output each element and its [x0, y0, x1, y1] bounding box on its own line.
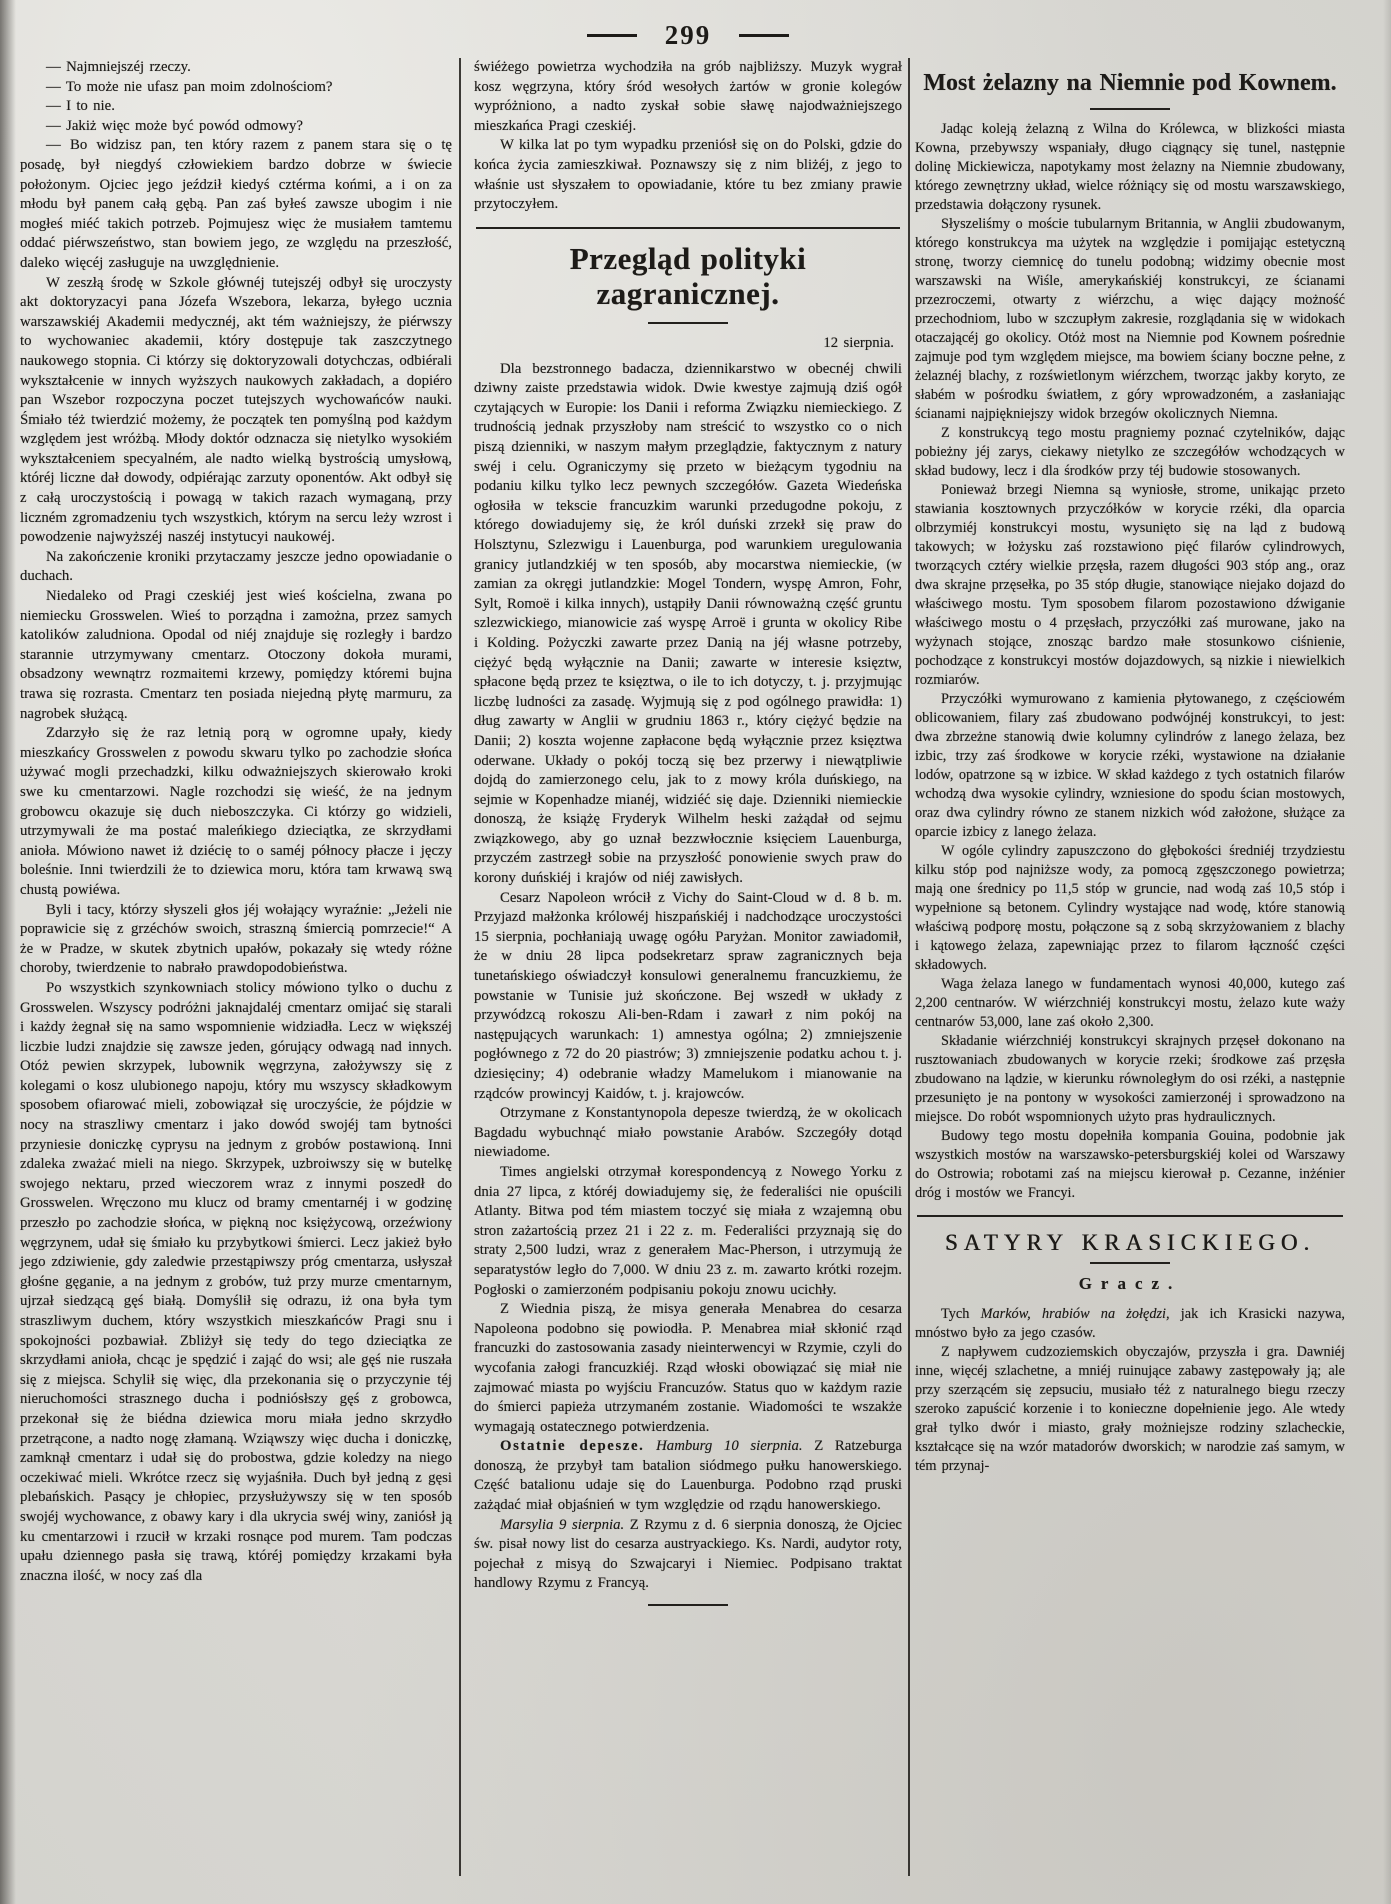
- paragraph: [915, 1305, 1345, 1343]
- paragraph: Dla bezstronnego badacza, dziennikarstwo w obecnéj chwili dziwny zaiste przedstawia widok. Dwie kwestye zajmują dziś ogół czytających w Europie: los Danii i reforma Związku niemieckiego. Z trudnością jednak przyszłoby nam streścić to wszystko co o nich piszą dzienniki, w naszym małym przeglądzie, faktycznym z natury swéj i celu. Ograniczymy się przeto w bieżącym tygodniu na podaniu kilku tylko lecz pewnych szczegółów. Gazeta Wiedeńska ogłosiła w tekscie francuzkim warunki przedugodne pokoju, z którego dowiadujemy się, że król duński zrzekł się praw do Holsztynu, Szlezwigu i Lauenburga, pod warunkiem uregulowania granicy jutlandzkiéj w ten sposób, aby mocarstwa niemieckie, (w zamian za okręgi jutlandzkie: Mogel Tondern, wyspę Amron, Fohr, Sylt, Romoë i kilka innych), ustąpiły Danii równoważną część gruntu szlezwickiego, mianowicie zaś wyspę Arroë i grunta w okolicy Ribe i Kolding. Pożyczki zawarte przez Danią na jéj własne potrzeby, ciężyć będą wyłącznie na Danii; zawarte w interesie księztw, spłacone będą przez te księztwa, o ile to ich dotyczy, t. j. przyjmując liczbę ludności za zasadę. Wyjmują się z pod ogólnego prawidła: 1) dług zawarty w Anglii w grudniu 1863 r., który ciężyć będzie na Danii; 2) koszta wojenne zapłacone będą wyłącznie przez księztwa oderwane. Układy o pokój toczą się bez przerwy i niewątpliwie dojdą do zamierzonego celu, jak to z mowy króla duńskiego, na sejmie w Kopenhadze mianéj, widziéć się daje. Dzienniki niemieckie donoszą, że książę Fryderyk Wilhelm heski zażądał od sejmu związkowego, aby go uznał bezzwłocznie księciem Lauenburga, przyczém zastrzegł sobie na przyszłość ponowienie swych praw do korony duńskiéj i krajów od niéj zawisłych.: [474, 360, 902, 887]
- paragraph: Niedaleko od Pragi czeskiéj jest wieś kościelna, zwana po niemiecku Grosswelen. Wieś to porządna i zamożna, przez samych katolików zaludniona. Opodal od niéj znajduje się rozległy i bardzo starannie utrzymywany cmentarz. Otoczony dokoła murami, obsadzony wewnątrz rozmaitemi krzewy, pomiędzy któremi bujna trawa się rozrasta. Cmentarz ten posiada niejedną płytę marmuru, za nagrobek służącą.: [20, 588, 452, 722]
- page-number: 299: [664, 20, 712, 50]
- dialogue-line: — Jakiż więc może być powód odmowy?: [46, 117, 303, 134]
- end-of-section-rule: [648, 1604, 728, 1606]
- column-left: [20, 58, 452, 1586]
- text-run-italic: Marków, hrabiów na żołędzi,: [980, 1305, 1170, 1322]
- paragraph: Times angielski otrzymał korespondencyą z Nowego Yorku z dnia 27 lipca, z któréj dowiadujemy się, że federaliści nie opuścili Atlanty. Bitwa pod tém miastem toczyć się miała z wzajemną obu stron zażartością przez 21 i 22 z. m. Federaliści przyznają się do straty 2,500 ludzi, wraz z generałem Mac-Pherson, i utrzymują że separatystów legło do 7,000. W dniu 23 z. m. zawarto krótki rozejm. Pogłoski o zamierzoném podpisaniu pokoju znowu ucichły.: [474, 1163, 902, 1298]
- paragraph: Na zakończenie kroniki przytaczamy jeszcze jedno opowiadanie o duchach.: [20, 548, 452, 585]
- paragraph-last-dispatches: [474, 1437, 902, 1515]
- paragraph: Zdarzyło się że raz letnią porą w ogromne upały, kiedy mieszkańcy Grosswelen z powodu skwaru tylko po zachodzie słońca używać mogli przechadzki, kilku odważniejszych skierowało kroki swe ku cmentarzowi. Nagle rozchodzi się wieść, że na jednym grobowcu okazuje się duch nieboszczyka. Ci którzy go widzieli, utrzymywali że ma postać maleńkiego dzieciątka, ze skrzydłami anioła. Mówiono nawet iż dziécię to o saméj północy płacze i jęczy boleśnie. Inni twierdzili że to dziewica moru, która tam krwawą swą chustą powiéwa.: [20, 725, 452, 898]
- heading-rule: [1090, 1262, 1170, 1264]
- paragraph: Przyczółki wymurowano z kamienia płytowanego, z częściowém oblicowaniem, filary zaś zbudowano podwójnéj konstrukcyi, to jest: dwa zbrzeżne stanowią dwie kolumny cylindrów z lanego żelaza, bez izbic, trzy zaś środkowe w korycie rzéki, wystawione na działanie lodów, opatrzone są w izbice. W skład każdego z tych ostatnich filarów wchodzą dwa wysokie cylindry, wzniesione do spodu ścian mostowych, oraz dwa cylindry równo ze stanem nizkich wód założone, służące za oparcie izbicy z lanego żelaza.: [915, 690, 1345, 840]
- paragraph: Po wszystkich szynkowniach stolicy mówiono tylko o duchu z Grosswelen. Wszyscy podróżni jaknajdaléj cmentarz omijać się starali i każdy żegnał się na samo wspomnienie widziadła. Lecz w większéj liczbie ludzi znajdzie się zawsze jeden, górujący odwagą nad innych. Otóż pewien skrzypek, lubownik węgrzyna, założywszy się z kolegami o kosz ulubionego napoju, który mu wszyscy składkowym sposobem ofiarować mieli, zobowiązał się uroczyście, że pójdzie w nocy na straszliwy cmentarz i jako dowód swojéj tam bytności przyniesie doniczkę cyprysu na jednym z grobów postawioną. Inni zdaleka zważać mieli na niego. Skrzypek, uzbroiwszy się w butelkę swojego nektaru, przed wieczorem wraz z innymi poszedł do Grosswelen. Wręczono mu klucz od bramy cmentarnéj i w godzinę przeszło po zachodzie słońca, w piękną noc księżycową, orzeźwiony węgrzynem, udał się śmiało ku przybytkowi śmierci. Lecz jakież było jego zdziwienie, gdy zaledwie przestąpiwszy próg cmentarza, usłyszał głośne gęganie, a na jednym z grobów, tuż przy murze cmentarnym, ujrzał siedzącą gęś białą. Domyślił się odrazu, iż ona była tym straszliwym duchem, który wszystkich mieszkańców Pragi snu i spokojności pozbawiał. Zbliżył się tedy do tego dzieciątka ze skrzydłami anioła, chcąc je spędzić i zająć do wsi; ale gęś nie ruszała się z miejsca. Schylił się więc, dla przekonania się o przyczynie téj nieruchomości strasznego ducha i podniósłszy gęś z grobowca, przekonał się że biédna dziewica moru miała jedno skrzydło przetrącone, a nadto nogę złamaną. Wziąwszy więc ducha i doniczkę, zamknął cmentarz i udał się do probostwa, gdzie koledzy na niego oczekiwać mieli. Wkrótce rzecz się wyjaśniła. Duch był jedną z gęsi plebańskich. Pasący je chłopiec, przysłużywszy się w ten sposób swojéj wychowance, z obawy kary i dla ukrycia swéj winy, zaniósł ją ku cmentarzowi i rzucił w krzaki rosnące pod murem. Tam podczas upału dziennego pasła się trawą, któréj pomiędzy krzakami była znaczna ilość, w nocy zaś dla: [20, 979, 452, 1584]
- paragraph: Z Wiednia piszą, że misya generała Menabrea do cesarza Napoleona podobno się powiodła. P. Menabrea miał skłonić rząd francuzki do zastosowania zasady nieinterwencyi w Rzymie, czyli do wycofania załogi francuzkiéj. Rząd włoski obowiązać się miał nie zajmować miasta po wyjściu Francuzów. Status quo w każdym razie do śmierci papieża utrzymaném zostanie. Wiadomości te wszakże wymagają ostatecznego potwierdzenia.: [474, 1301, 902, 1435]
- dialogue-line: — I to nie.: [46, 98, 115, 115]
- paragraph: W ogóle cylindry zapuszczono do głębokości średniéj trzydziestu kilku stóp pod najniższe wody, za pomocą zgęszczonego powietrza; mają one średnicy po 11,5 stóp w gruncie, nad wodą zaś 10,5 stóp i wypełnione są betonem. Cylindry wystające nad wodę, które stanowią właściwą podporę mostu, połączone są z sobą skrzyżowaniem z blachy i kątowego żelaza, zapewniając przez to filarom łączność części składowych.: [915, 842, 1345, 973]
- page-edge-shadow: [1383, 0, 1391, 1904]
- paragraph: [474, 1516, 902, 1594]
- heading-rule: [648, 322, 728, 324]
- paragraph: Otrzymane z Konstantynopola depesze twierdzą, że w okolicach Bagdadu wybuchnąć miało powstanie Arabów. Szczegóły dotąd niewiadome.: [474, 1105, 902, 1161]
- paragraph: Ponieważ brzegi Niemna są wyniosłe, strome, unikając przeto stawiania kosztownych przyczółków w korycie rzéki, dla oparcia olbrzymiéj konstrukcyi mostu, wysunięto się na ląd z budową takowych; w łożysku zaś rozstawiono pięć filarów cylindrowych, tworzących cztéry wielkie przęsła, razem długości 903 stóp ang., oraz dwa skrajne przęsełka, po 35 stóp długie, stanowiące niejako dojazd do właściwego mostu. Tym sposobem filarom pozostawiono dźwiganie właściwego mostu o 4 przęsłach, przyczółki zaś murowane, jako na wyżynach stojące, znosząc bardzo małe stosunkowo ciśnienie, pochodzące z konstrukcyi mostów dojazdowych, są nizkie i niewielkich rozmiarów.: [915, 481, 1345, 688]
- paragraph-continuation: świéżego powietrza wychodziła na grób najbliższy. Muzyk wygrał kosz węgrzyna, który śród wesołych żartów w gronie kolegów wypróżniono, a nadto zyskał sobie sławę najodważniejszego mieszkańca Pragi czeskiéj.: [474, 59, 902, 134]
- paragraph: W zeszłą środę w Szkole głównéj tutejszéj odbył się uroczysty akt doktoryzacyi pana Józefa Wszebora, lekarza, byłego ucznia warszawskiéj Akademii medycznéj, akt tém ważniejszy, że piérwszy to wychowaniec akademii, który dostępuje tak zaszczytnego naukowego stopnia. Ci którzy się doktoryzowali dotychczas, odbiérali wykształcenie w innych wyższych naukowych zakładach, a dopiéro pan Wszebor rozpoczyna poczet tutejszych wychowańców nauki. Śmiało téż twierdzić możemy, że początek ten pomyślną pod każdym względem jest wróżbą. Młody doktór odznacza się nietylko wysokiém wykształceniem specyalném, ale nadto wielką bystrością umysłową, któréj liczne dał dowody, odpiérając zarzuty oponentów. Akt odbył się z całą uroczystością i powagą w takich razach wymaganą, przy liczném zgromadzeniu tych wszystkich, którym na sercu leży wzrost i powodzenie najwyższéj naszéj instytucyi naukowéj.: [20, 274, 452, 546]
- text-run-italic: Marsylia 9 sierpnia.: [500, 1516, 625, 1533]
- text-run-italic: Hamburg 10 sierpnia.: [644, 1438, 803, 1455]
- article-heading-foreign-politics: Przegląd polityki zagranicznej.: [569, 240, 807, 312]
- chapter-heading-gracz: Gracz.: [1078, 1273, 1182, 1293]
- section-divider-rule: [476, 227, 900, 229]
- dialogue-line: — Najmniejszéj rzeczy.: [46, 59, 191, 75]
- column-middle: [474, 58, 902, 1616]
- paragraph: Byli i tacy, którzy słyszeli głos jéj wołający wyraźnie: „Jeżeli nie poprawicie się z grzéchów swoich, straszną śmiercią pomrzecie!“ A że w Pradze, w skutek zbytnich upałów, pokazały się wtedy różne choroby, twierdzenie to nabrało prawdopodobieństwa.: [20, 901, 452, 977]
- header-dash-right: [739, 34, 789, 37]
- dateline: 12 sierpnia.: [823, 335, 894, 352]
- paragraph: Waga żelaza lanego w fundamentach wynosi 40,000, kutego zaś 2,200 centnarów. W wiérzchniéj konstrukcyi mostu, żelazo kute waży centnarów 53,000, lane zaś około 2,300.: [915, 975, 1345, 1030]
- column-divider-left: [459, 58, 461, 1876]
- paragraph: Z konstrukcyą tego mostu pragniemy poznać czytelników, dając pobieżny jéj zarys, ciekawy nietylko ze szczegółów wchodzących w skład budowy, lecz i dla środków przy téj budowie stosowanych.: [915, 424, 1345, 479]
- text-run: Z Ratzeburga donoszą, że przybył tam batalion siódmego pułku hanowerskiego. Część batalionu udaje się do Lauenburga. Podobno rząd pruski zażądać miał objaśnień w tym względzie od rządu hanowerskiego.: [474, 1438, 902, 1514]
- text-run: jak ich Krasicki nazywa, mnóstwo było za jego czasów.: [915, 1305, 1345, 1341]
- article-divider-rule: [917, 1215, 1343, 1217]
- paragraph: Cesarz Napoleon wrócił z Vichy do Saint-Cloud w d. 8 b. m. Przyjazd małżonka królowéj hiszpańskiéj i nadchodzące uroczystości 15 sierpnia, pochłaniają uwagę ogółu Paryżan. Monitor zawiadomił, że w dniu 28 lipca podsekretarz spraw zagranicznych beja tunetańskiego oświadczył konsulowi generalnemu francuzkiemu, że powstanie w Tunisie już skończone. Bej wszedł w układy z przywódzcą rokoszu Ali-ben-Rdam i zawarł z nim pokój na następujących warunkach: 1) amnestya ogólna; 2) zmniejszenie pogłównego z 72 do 20 piastrów; 3) zmniejszenie podatku achou t. j. dziesięciny; 4) odebranie władzy Mamelukom i mianowanie na rządców prowincyj Kaidów, t. j. krajowców.: [474, 889, 902, 1102]
- column-divider-right: [908, 58, 910, 1876]
- text-run: Z Rzymu z d. 6 sierpnia donoszą, że Ojciec św. pisał nowy list do cesarza austryackiego. Ks. Nardi, audytor roty, pojechał z misyą do Szwajcaryi i Niemiec. Podpisano traktat handlowy Rzymu z Francyą.: [474, 1516, 902, 1592]
- paragraph: Z napływem cudzoziemskich obyczajów, przyszła i gra. Dawniéj inne, więcéj szlachetne, a mniéj ruinujące zabawy zastępowały ją; ale przy szerzącém się zepsuciu, musiało téż z naturalnego biegu rzeczy szeroko zapuścić korzenie i to konieczne dopełnienie jego. Ale wtedy grał tylko dwór i miasto, grały możniejsze rodziny szlacheckie, kształcące się na wzór matadorów dworskich; w narodzie zaś samym, w tém przynaj-: [915, 1343, 1345, 1474]
- paragraph: Składanie wiérzchniéj konstrukcyi skrajnych przęseł dokonano na rusztowaniach zbudowanych w korycie rzeki; środkowe zaś przęsła zbudowano na lądzie, w kierunku równoległym do osi rzéki, a następnie przesunięto je na pontony w wysokości zamierzonéj i sprowadzono na miejsce. Do robót wspomnionych użyto pras hydraulicznych.: [915, 1032, 1345, 1125]
- paragraph: Słyszeliśmy o moście tubularnym Britannia, w Anglii zbudowanym, którego konstrukcya ma użytek na względzie i pomijając estetyczną stronę, tworzy ciemnicę do tunelu podobną; widzimy obecnie most warszawski na Wiśle, amerykańskiéj konstrukcyi, ze ścianami przezroczemi, otwarty z wiérzchu, a więc dający możność przechodniom, lubo w szczupłym zakresie, rozglądania się w widokach otaczającéj go okolicy. Otóż most na Niemnie pod Kownem pośrednie zajmuje pod tym względem miejsce, ma bowiem ściany boczne pełne, z żelaznéj blachy, z rozświetlonym wiérzchem, tworząc jakby koryto, ze słabém w pośrodku światłem, z góry wprowadzoném, a zasłaniając ścianami najpiękniejszy widok brzegów okolicznych Niemna.: [915, 215, 1345, 422]
- article-heading-iron-bridge: Most żelazny na Niemnie pod Kownem.: [923, 70, 1337, 96]
- column-right: [915, 58, 1345, 1476]
- text-run: Tych: [941, 1305, 981, 1322]
- page-header: [474, 22, 902, 49]
- dialogue-line: — To może nie ufasz pan moim zdolnościom?: [46, 78, 333, 95]
- text-run-bold: Ostatnie depesze.: [500, 1438, 645, 1455]
- heading-rule: [1090, 108, 1170, 110]
- header-dash-left: [587, 34, 637, 37]
- book-gutter-shadow: [0, 0, 16, 1904]
- paragraph: Budowy tego mostu dopełniła kompania Gouina, podobnie jak wszystkich mostów na warszawsko-petersburgskiéj kolei od Warszawy do Ostrowia; robotami zaś na miejscu kierował p. Cezanne, inżénier dróg i mostów we Francyi.: [915, 1127, 1345, 1201]
- paragraph: Jadąc koleją żelazną z Wilna do Królewca, w blizkości miasta Kowna, przebywszy wspaniały, długo ciągnący się tunel, następnie dolinę Mickiewicza, napotykamy most żelazny na Niemnie zbudowany, którego zewnętrzny układ, wielce różniący się od mostu warszawskiego, przedstawia dołączony rysunek.: [915, 120, 1345, 213]
- paragraph: — Bo widzisz pan, ten który razem z panem stara się o tę posadę, był niegdyś człowiekiem bardzo dobrze w świecie położonym. Ojciec jego jeździł kiedyś cztérma końmi, a i on za młodu był panem całą gębą. Pan zaś byłeś zawsze ubogim i nie mogłeś miéć takich potrzeb. Pojmujesz więc że musiałem tamtemu oddać piérwszeństwo, stan bowiem jego, ze względu na przeszłość, daleko więcéj zasługuje na uwzględnienie.: [20, 137, 452, 271]
- paragraph: W kilka lat po tym wypadku przeniósł się on do Polski, gdzie do końca życia zamieszkiwał. Poznawszy się z nim bliżéj, z jego to właśnie ust słyszałem to opowiadanie, które tu bez zmiany prawie przytoczyłem.: [474, 137, 902, 213]
- article-heading-satyry-krasickiego: SATYRY KRASICKIEGO.: [944, 1229, 1316, 1255]
